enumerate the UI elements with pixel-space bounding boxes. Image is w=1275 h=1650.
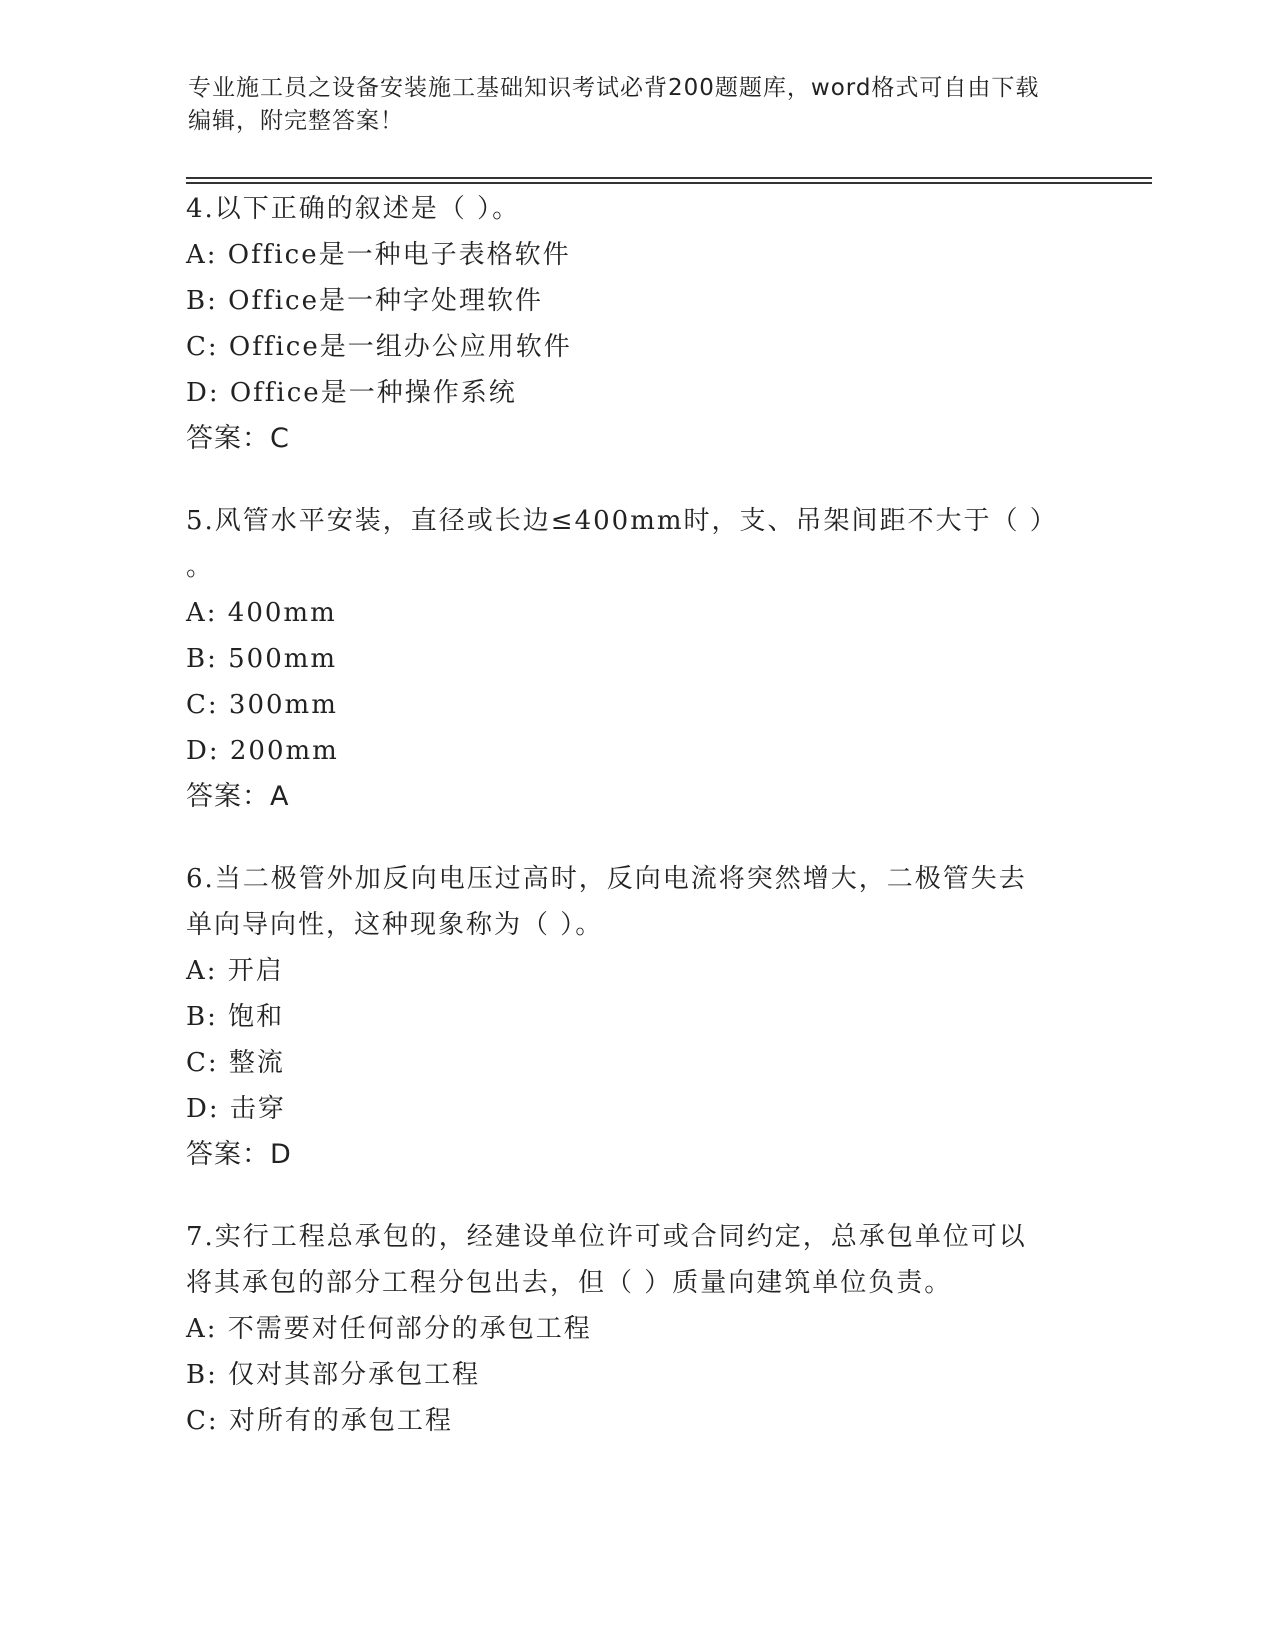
question-stem: 5.风管水平安装，直径或长边≤400mm时，支、吊架间距不大于（ ） (186, 506, 1058, 536)
question-stem-continued: 将其承包的部分工程分包出去，但（ ）质量向建筑单位负责。 (186, 1268, 953, 1298)
option-d: D: 击穿 (186, 1094, 286, 1124)
question-stem-continued: 。 (186, 552, 215, 582)
option-a: A: 不需要对任何部分的承包工程 (186, 1314, 592, 1344)
option-a: A: 开启 (186, 956, 284, 986)
answer-line: 答案：A (186, 781, 290, 812)
document-header (188, 72, 1068, 138)
answer-line: 答案：D (186, 1139, 292, 1170)
question-list (186, 186, 1066, 1480)
question-stem: 7.实行工程总承包的，经建设单位许可或合同约定，总承包单位可以 (186, 1222, 1027, 1252)
header-line-1: 专业施工员之设备安装施工基础知识考试必背200题题库，word格式可自由下载 (188, 75, 1040, 101)
option-b: B: 500mm (186, 644, 338, 674)
question-5 (186, 498, 1066, 820)
option-b: B: Office是一种字处理软件 (186, 286, 543, 316)
header-rule-top (186, 177, 1152, 179)
option-a: A: 400mm (186, 598, 337, 628)
option-d: D: 200mm (186, 736, 339, 766)
question-stem: 4.以下正确的叙述是（ ）。 (186, 194, 521, 224)
question-4 (186, 186, 1066, 462)
question-6 (186, 856, 1066, 1178)
option-c: C: 对所有的承包工程 (186, 1406, 453, 1436)
option-b: B: 仅对其部分承包工程 (186, 1360, 481, 1390)
option-c: C: Office是一组办公应用软件 (186, 332, 572, 362)
question-stem: 6.当二极管外加反向电压过高时，反向电流将突然增大，二极管失去 (186, 864, 1027, 894)
question-7 (186, 1214, 1066, 1444)
option-d: D: Office是一种操作系统 (186, 378, 517, 408)
header-rule-bottom (186, 182, 1152, 184)
option-b: B: 饱和 (186, 1002, 285, 1032)
option-c: C: 整流 (186, 1048, 285, 1078)
answer-line: 答案：C (186, 423, 290, 454)
option-c: C: 300mm (186, 690, 338, 720)
question-stem-continued: 单向导向性，这种现象称为（ ）。 (186, 910, 604, 940)
option-a: A: Office是一种电子表格软件 (186, 240, 571, 270)
header-line-2: 编辑，附完整答案！ (188, 108, 404, 134)
